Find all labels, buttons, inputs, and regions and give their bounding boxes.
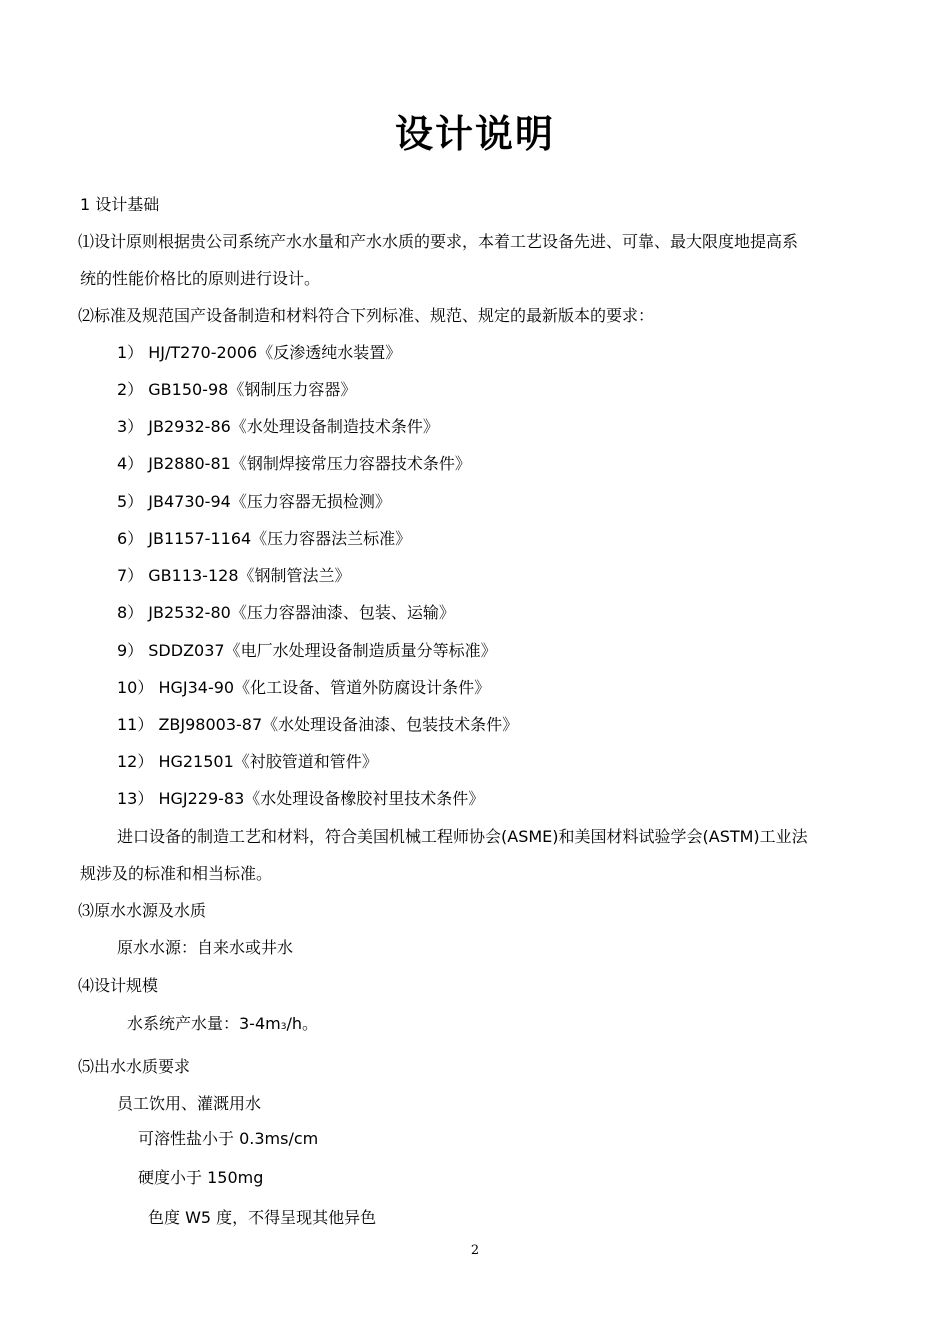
raw-water-heading: ⑶原水水源及水质 <box>78 901 207 920</box>
standard-item: 6） JB1157-1164《压力容器法兰标准》 <box>117 529 412 548</box>
raw-water-source: 原水水源：自来水或井水 <box>117 938 294 957</box>
standard-item: 10） HGJ34-90《化工设备、管道外防腐设计条件》 <box>117 678 491 697</box>
standards-intro: ⑵标准及规范国产设备制造和材料符合下列标准、规范、规定的最新版本的要求： <box>78 306 655 325</box>
standard-item: 2） GB150-98《钢制压力容器》 <box>117 380 357 399</box>
standard-item: 1） HJ/T270-2006《反渗透纯水装置》 <box>117 343 402 362</box>
section-heading: 1 设计基础 <box>80 195 160 214</box>
standard-item: 3） JB2932-86《水处理设备制造技术条件》 <box>117 417 439 436</box>
import-standards-line-1: 进口设备的制造工艺和材料，符合美国机械工程师协会(ASME)和美国材料试验学会(ASTM)工业法 <box>117 827 808 846</box>
design-scale-detail <box>127 1013 318 1038</box>
requirement-item: 色度 W5 度，不得呈现其他异色 <box>148 1208 377 1227</box>
page-number: 2 <box>470 1243 480 1258</box>
standard-item: 11） ZBJ98003-87《水处理设备油漆、包装技术条件》 <box>117 715 519 734</box>
standard-item: 12） HG21501《衬胶管道和管件》 <box>117 752 378 771</box>
standard-item: 5） JB4730-94《压力容器无损检测》 <box>117 492 391 511</box>
import-standards-line-2: 规涉及的标准和相当标准。 <box>80 864 273 883</box>
output-use: 员工饮用、灌溉用水 <box>117 1094 262 1113</box>
standard-item: 9） SDDZ037《电厂水处理设备制造质量分等标准》 <box>117 641 497 660</box>
page-title: 设计说明 <box>394 112 555 156</box>
design-scale-unit: /h。 <box>286 1014 319 1033</box>
cubic-subscript: 3 <box>280 1022 287 1032</box>
requirement-item: 可溶性盐小于 0.3ms/cm <box>138 1129 319 1148</box>
requirement-item: 硬度小于 150mg <box>138 1168 264 1187</box>
standard-item: 7） GB113-128《钢制管法兰》 <box>117 566 351 585</box>
standard-item: 8） JB2532-80《压力容器油漆、包装、运输》 <box>117 603 455 622</box>
design-scale-value: 水系统产水量：3-4m <box>127 1014 281 1033</box>
design-scale-heading: ⑷设计规模 <box>78 976 159 995</box>
design-principle-line-2: 统的性能价格比的原则进行设计。 <box>80 269 321 288</box>
design-principle-line-1: ⑴设计原则根据贵公司系统产水水量和产水水质的要求，本着工艺设备先进、可靠、最大限度地提高系 <box>78 232 799 251</box>
output-quality-heading: ⑸出水水质要求 <box>78 1057 191 1076</box>
standard-item: 4） JB2880-81《钢制焊接常压力容器技术条件》 <box>117 454 471 473</box>
standard-item: 13） HGJ229-83《水处理设备橡胶衬里技术条件》 <box>117 789 485 808</box>
